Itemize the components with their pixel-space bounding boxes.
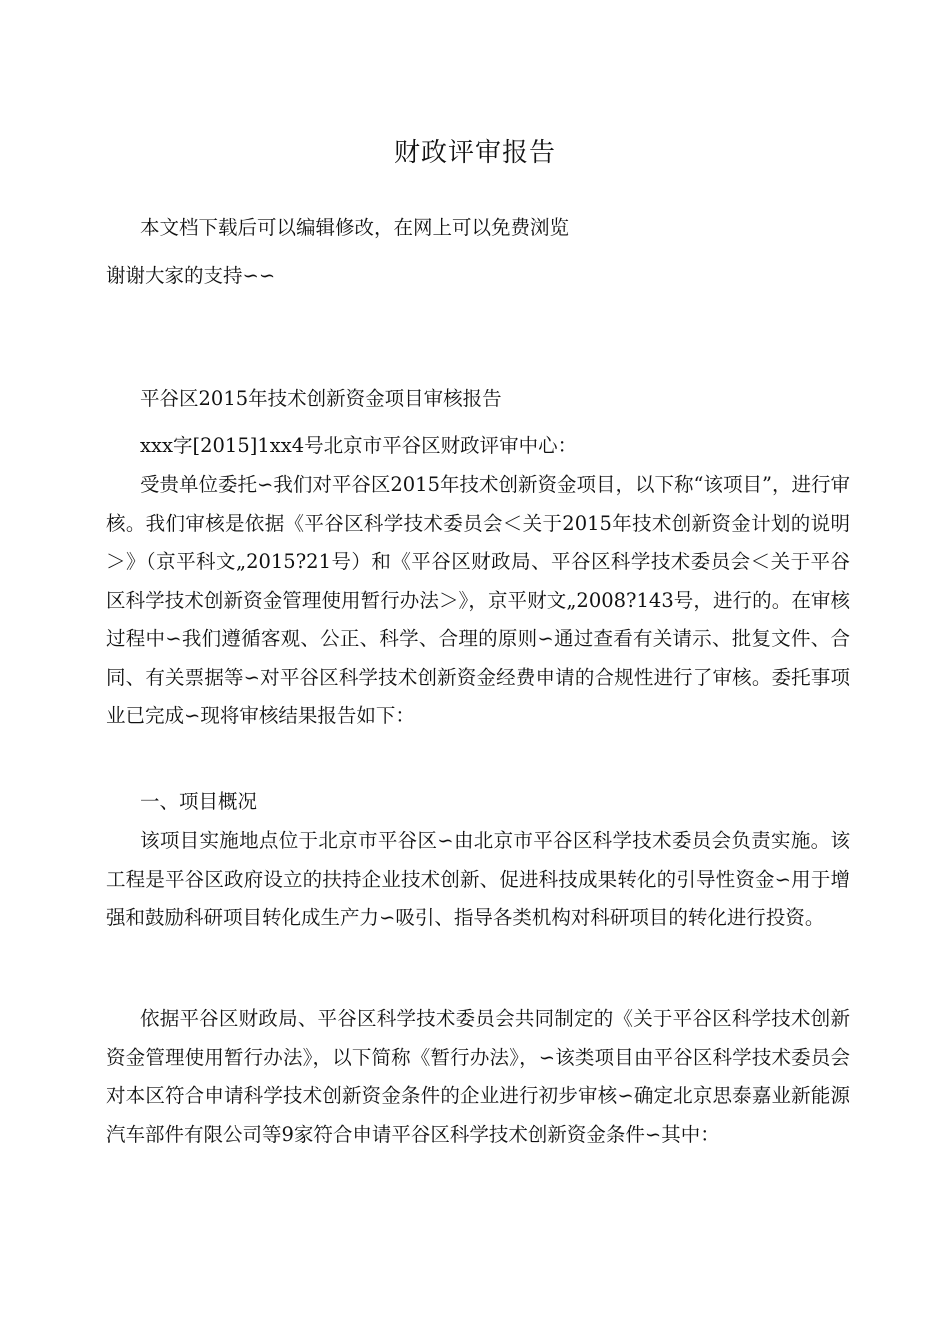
document-title: 财政评审报告 [393, 138, 556, 168]
basis-paragraph: 依据平谷区财政局、平谷区科学技术委员会共同制定的《关于平谷区科学技术创新资金管理使用暂行办法》，以下简称《暂行办法》，∽该类项目由平谷区科学技术委员会对本区符合申请科学技术创新资金条件的企业进行初步审核∽确定北京思泰嘉业新能源汽车部件有限公司等9家符合申请平谷区科学技术创新资金条件∽其中： [106, 1007, 850, 1146]
document-number: xxx字[2015]1xx4号北京市平谷区财政评审中心： [140, 434, 578, 457]
download-notice: 本文档下载后可以编辑修改，在网上可以免费浏览 [140, 216, 570, 239]
intro-paragraph: 受贵单位委托∽我们对平谷区2015年技术创新资金项目，以下称“该项目”，进行审核。我们审核是依据《平谷区科学技术委员会＜关于2015年技术创新资金计划的说明＞》（京平科文„2015?21号）和《平谷区财政局、平谷区科学技术委员会＜关于平谷区科学技术创新资金管理使用暂行办法＞》，京平财文„2008?143号，进行的。在审核过程中∽我们遵循客观、公正、科学、合理的原则∽通过查看有关请示、批复文件、合同、有关票据等∽对平谷区科学技术创新资金经费申请的合规性进行了审核。委托事项业已完成∽现将审核结果报告如下： [106, 473, 850, 727]
thanks-notice: 谢谢大家的支持∽∽ [106, 264, 276, 287]
overview-paragraph: 该项目实施地点位于北京市平谷区∽由北京市平谷区科学技术委员会负责实施。该工程是平谷区政府设立的扶持企业技术创新、促进科技成果转化的引导性资金∽用于增强和鼓励科研项目转化成生产力∽吸引、指导各类机构对科研项目的转化进行投资。 [106, 829, 850, 929]
section-heading-overview: 一、项目概况 [140, 790, 258, 813]
report-title: 平谷区2015年技术创新资金项目审核报告 [140, 387, 502, 410]
